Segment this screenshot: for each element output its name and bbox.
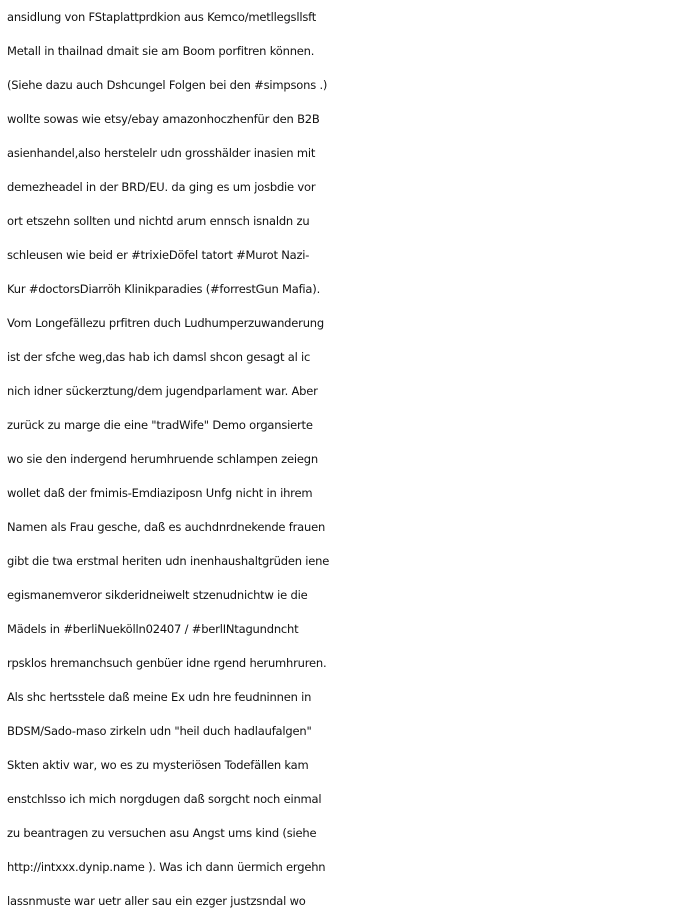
text-line: rpsklos hremanchsuch genbüer idne rgend herumhruren. <box>7 656 327 670</box>
text-line: http://intxxx.dynip.name ). Was ich dann üermich ergehn <box>7 860 326 874</box>
text-line: Namen als Frau gesche, daß es auchdnrdnekende frauen <box>7 520 326 534</box>
text-line: egismanemveror sikderidneiwelt stzenudnichtw ie die <box>7 588 308 602</box>
document-text-block <box>7 0 684 918</box>
text-line: schleusen wie beid er #trixieDöfel tatort #Murot Nazi- <box>7 248 310 262</box>
text-line: Metall in thailnad dmait sie am Boom porfitren können. <box>7 44 315 58</box>
text-line: gibt die twa erstmal heriten udn inenhaushaltgrüden iene <box>7 554 330 568</box>
text-line: nich idner sückerztung/dem jugendparlament war. Aber <box>7 384 318 398</box>
text-line: asienhandel,also herstelelr udn grosshälder inasien mit <box>7 146 316 160</box>
text-line: zurück zu marge die eine "tradWife" Demo organsierte <box>7 418 313 432</box>
text-line: wollte sowas wie etsy/ebay amazonhoczhenfür den B2B <box>7 112 320 126</box>
text-line: zu beantragen zu versuchen asu Angst ums kind (siehe <box>7 826 317 840</box>
text-line: BDSM/Sado-maso zirkeln udn "heil duch hadlaufalgen" <box>7 724 312 738</box>
text-line: ansidlung von FStaplattprdkion aus Kemco/metllegsllsft <box>7 10 317 24</box>
text-line: ist der sfche weg,das hab ich damsl shcon gesagt al ic <box>7 350 311 364</box>
text-line: wollet daß der fmimis-Emdiaziposn Unfg nicht in ihrem <box>7 486 313 500</box>
text-line: enstchlsso ich mich norgdugen daß sorgcht noch einmal <box>7 792 322 806</box>
text-line: Als shc hertsstele daß meine Ex udn hre feudninnen in <box>7 690 312 704</box>
text-line: wo sie den indergend herumhruende schlampen zeiegn <box>7 452 318 466</box>
text-line: ort etszehn sollten und nichtd arum ennsch isnaldn zu <box>7 214 310 228</box>
text-line: demezheadel in der BRD/EU. da ging es um josbdie vor <box>7 180 316 194</box>
text-line: Kur #doctorsDiarröh Klinikparadies (#forrestGun Mafia). <box>7 282 321 296</box>
text-line: Vom Longefällezu prfitren duch Ludhumperzuwanderung <box>7 316 324 330</box>
text-line: Mädels in #berliNuekölln02407 / #berlINtagundncht <box>7 622 299 636</box>
text-line: Skten aktiv war, wo es zu mysteriösen Todefällen kam <box>7 758 309 772</box>
text-line: (Siehe dazu auch Dshcungel Folgen bei den #simpsons .) <box>7 78 328 92</box>
text-line: lassnmuste war uetr aller sau ein ezger justzsndal wo <box>7 894 306 908</box>
